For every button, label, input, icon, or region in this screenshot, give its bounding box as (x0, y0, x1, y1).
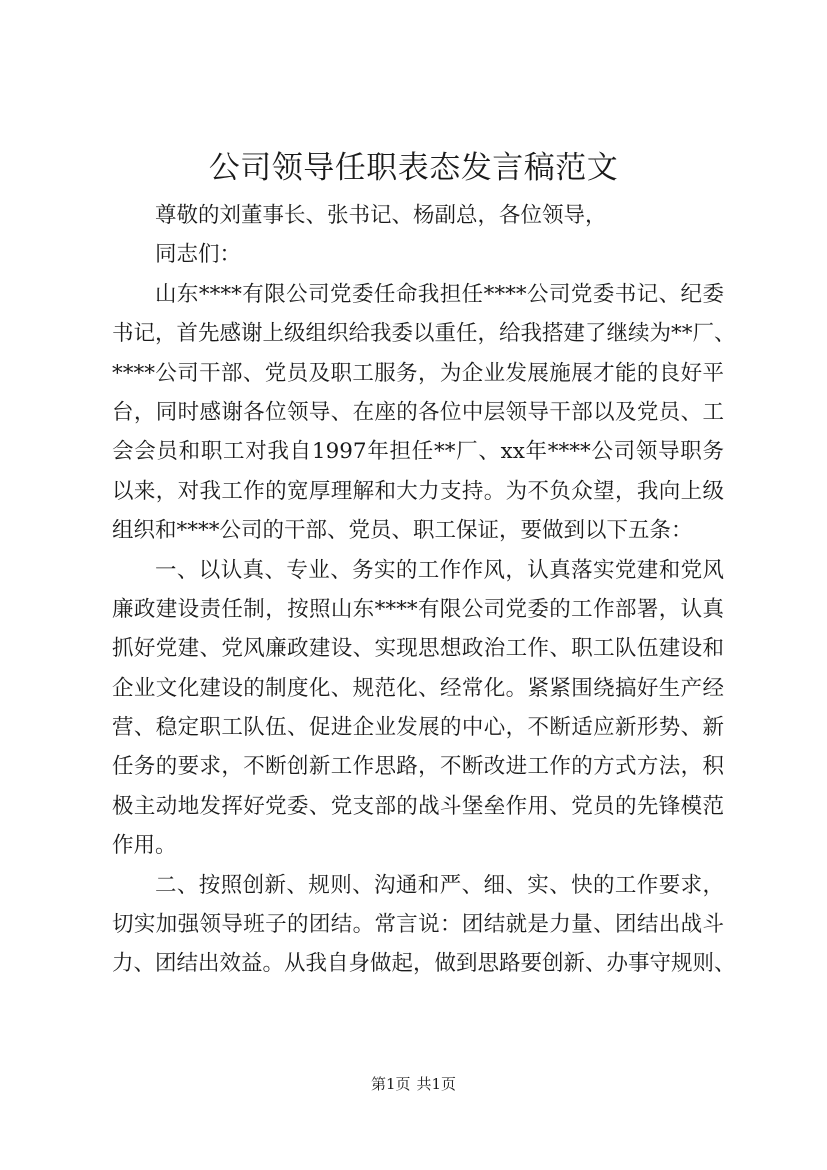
paragraph-line: 力、团结出效益。从我自身做起，做到思路要创新、办事守规则、 (112, 951, 736, 977)
paragraph-line: 极主动地发挥好党委、党支部的战斗堡垒作用、党员的先锋模范 (112, 793, 724, 819)
paragraph-line: 企业文化建设的制度化、规范化、经常化。紧紧围绕搞好生产经 (112, 675, 724, 701)
paragraph-line: ****公司干部、党员及职工服务，为企业发展施展才能的良好平 (112, 360, 724, 386)
paragraph-line: 会会员和职工对我自1997年担任**厂、xx年****公司领导职务 (112, 439, 724, 465)
paragraph-line: 营、稳定职工队伍、促进企业发展的中心，不断适应新形势、新 (112, 715, 724, 741)
paragraph-line: 二、按照创新、规则、沟通和严、细、实、快的工作要求， (155, 872, 724, 898)
paragraph-line: 任务的要求，不断创新工作思路，不断改进工作的方式方法，积 (112, 754, 724, 780)
page-total: 共1页 (416, 1075, 457, 1093)
page-number: 第1页 (370, 1075, 411, 1093)
page-title: 公司领导任职表态发言稿范文 (208, 150, 619, 186)
paragraph-line: 以来，对我工作的宽厚理解和大力支持。为不负众望，我向上级 (112, 478, 724, 504)
page-footer (0, 1074, 827, 1094)
paragraph-line: 切实加强领导班子的团结。常言说：团结就是力量、团结出战斗 (112, 912, 724, 938)
salutation-line: 同志们： (155, 242, 242, 268)
paragraph-line: 抓好党建、党风廉政建设、实现思想政治工作、职工队伍建设和 (112, 636, 724, 662)
paragraph-line: 书记，首先感谢上级组织给我委以重任，给我搭建了继续为**厂、 (112, 321, 736, 347)
paragraph-line: 一、以认真、专业、务实的工作作风，认真落实党建和党风 (155, 557, 724, 583)
paragraph-line: 组织和****公司的干部、党员、职工保证，要做到以下五条： (112, 518, 693, 544)
document-body (112, 196, 736, 984)
paragraph-line: 作用。 (112, 833, 177, 859)
paragraph-line: 廉政建设责任制，按照山东****有限公司党委的工作部署，认真 (112, 596, 724, 622)
paragraph-line: 台，同时感谢各位领导、在座的各位中层领导干部以及党员、工 (112, 399, 724, 425)
paragraph-line: 山东****有限公司党委任命我担任****公司党委书记、纪委 (155, 281, 724, 307)
salutation-line: 尊敬的刘董事长、张书记、杨副总，各位领导， (155, 203, 607, 228)
